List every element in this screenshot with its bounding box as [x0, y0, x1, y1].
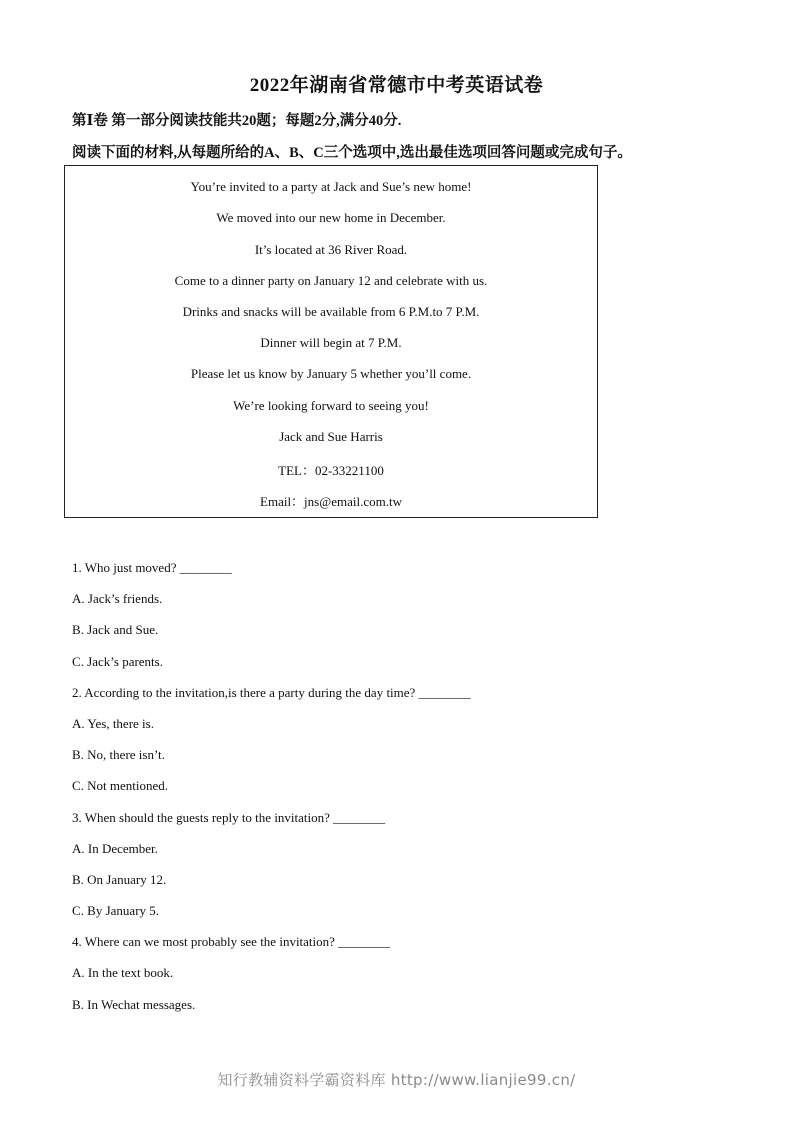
question-stem: 4. Where can we most probably see the invitation? ________ [72, 934, 391, 950]
passage-line: Please let us know by January 5 whether you’ll come. [190, 366, 472, 381]
answer-option: B. On January 12. [72, 871, 167, 887]
passage-line: Dinner will begin at 7 P.M. [260, 335, 402, 350]
answer-option: B. Jack and Sue. [72, 622, 159, 638]
answer-option: C. Not mentioned. [72, 778, 169, 794]
exam-title: 2022年湖南省常德市中考英语试卷 [249, 75, 544, 96]
answer-option: A. In the text book. [72, 965, 174, 981]
passage-line: TEL：02-33221100 [278, 463, 384, 478]
passage-line: Jack and Sue Harris [279, 429, 383, 444]
question-stem: 3. When should the guests reply to the invitation? ________ [72, 809, 386, 825]
answer-option: B. In Wechat messages. [72, 996, 196, 1012]
passage-line: We moved into our new home in December. [216, 210, 446, 225]
question-stem: 2. According to the invitation,is there a party during the day time? ________ [72, 684, 471, 700]
answer-option: A. In December. [72, 840, 158, 856]
answer-option: C. By January 5. [72, 903, 160, 919]
passage-line: It’s located at 36 River Road. [254, 242, 408, 257]
section-heading: 第Ⅰ卷 第一部分阅读技能共20题；每题2分,满分40分. [72, 113, 402, 129]
reading-instruction: 阅读下面的材料,从每题所给的A、B、C三个选项中,选出最佳选项回答问题或完成句子。 [72, 145, 632, 161]
footer-watermark-text: 知行教辅资料学霸资料库 http://www.lianjie99.cn/ [217, 1071, 576, 1089]
question-list [72, 558, 722, 1026]
invitation-passage-box [64, 165, 598, 518]
passage-line: We’re looking forward to seeing you! [233, 398, 429, 413]
answer-option: A. Yes, there is. [72, 715, 154, 731]
passage-line: Email：jns@email.com.tw [260, 494, 402, 509]
question-stem: 1. Who just moved? ________ [72, 560, 232, 575]
passage-line: Come to a dinner party on January 12 and celebrate with us. [174, 273, 488, 288]
answer-option: C. Jack’s parents. [72, 653, 163, 669]
passage-line: Drinks and snacks will be available from 6 P.M.to 7 P.M. [182, 304, 480, 319]
answer-option: B. No, there isn’t. [72, 747, 165, 763]
answer-option: A. Jack’s friends. [72, 591, 163, 607]
passage-line: You’re invited to a party at Jack and Sue’s new home! [190, 179, 472, 194]
